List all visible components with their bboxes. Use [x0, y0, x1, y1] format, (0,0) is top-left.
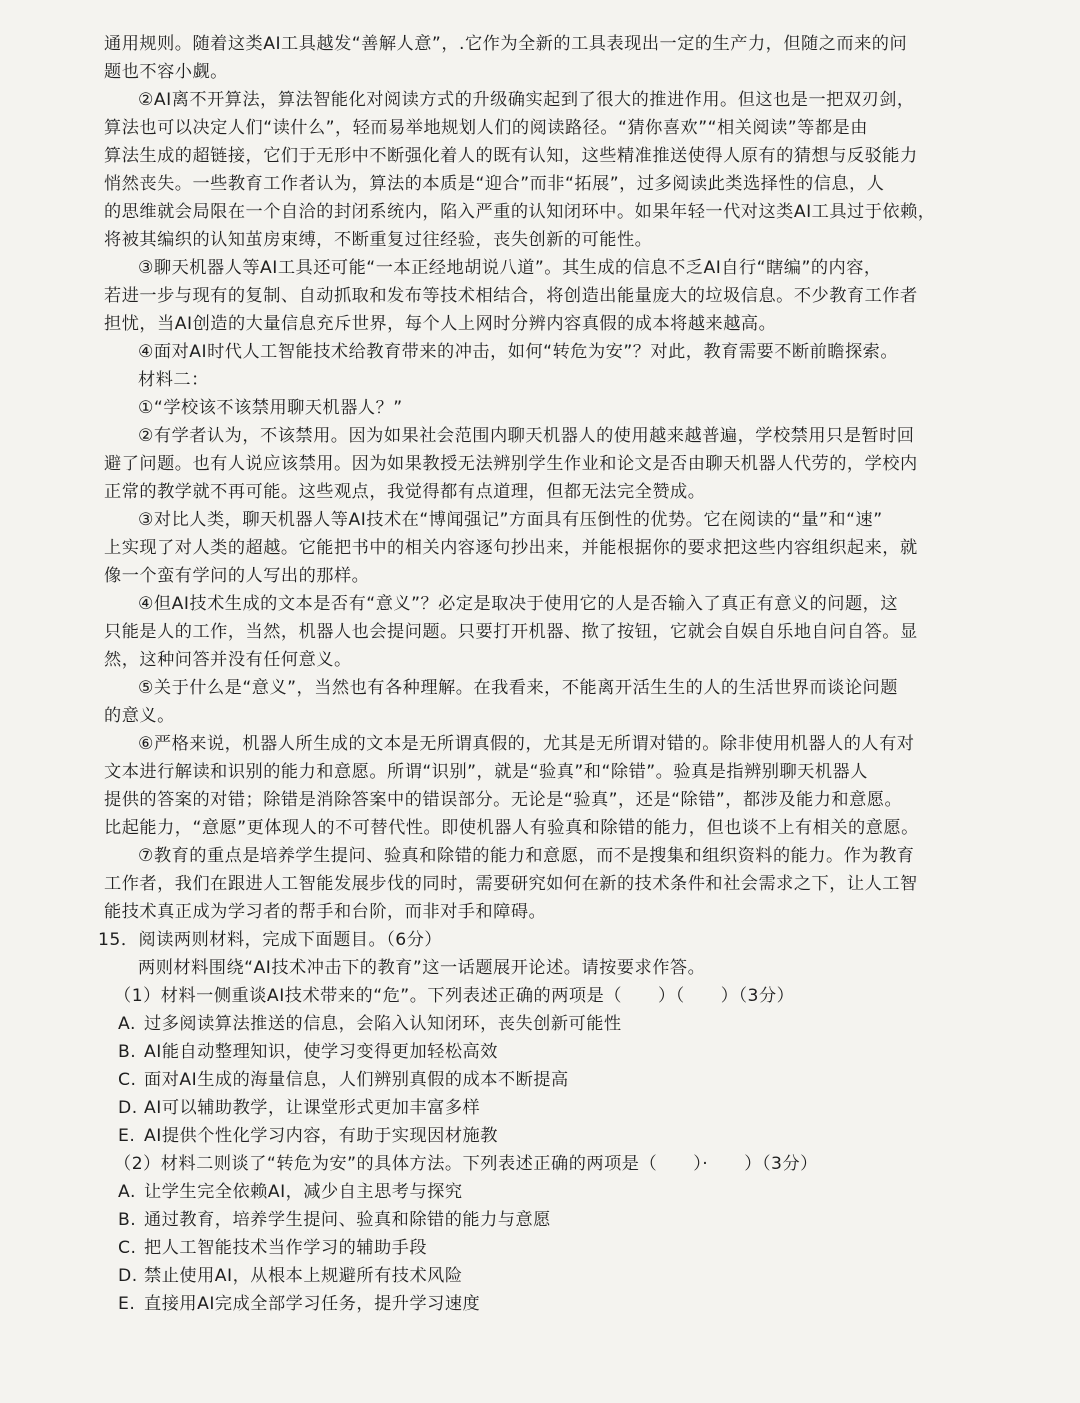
sub-question-2-mid: ）· — [693, 1154, 709, 1174]
sub-question-2 — [114, 1150, 982, 1178]
text-line: 算法生成的超链接，它们于无形中不断强化着人的既有认知，这些精准推送使得人原有的猜想与反驳能力 — [104, 146, 918, 166]
option-letter: B. — [118, 1042, 137, 1062]
text-line: ②AI离不开算法，算法智能化对阅读方式的升级确实起到了很大的推进作用。但这也是一把双刃剑， — [138, 90, 915, 110]
text-line: ①“学校该不该禁用聊天机器人？” — [138, 398, 403, 418]
text-line: ④但AI技术生成的文本是否有“意义”？必定是取决于使用它的人是否输入了真正有意义的问题，这 — [138, 594, 899, 614]
option-letter: E. — [118, 1294, 136, 1314]
text-line: 若进一步与现有的复制、自动抓取和发布等技术相结合，将创造出能量庞大的垃圾信息。不少教育工作者 — [104, 286, 918, 306]
option-text: 过多阅读算法推送的信息，会陷入认知闭环，丧失创新可能性 — [144, 1014, 622, 1034]
text-line: 的意义。 — [104, 706, 175, 726]
option-text: 通过教育，培养学生提问、验真和除错的能力与意愿 — [144, 1210, 551, 1230]
text-line: 题也不容小觑。 — [104, 62, 228, 82]
option-letter: C. — [118, 1070, 137, 1090]
option-e — [118, 1290, 982, 1318]
material-two-paragraph — [104, 422, 982, 506]
option-letter: D. — [118, 1266, 138, 1286]
text-line: 正常的教学就不再可能。这些观点，我觉得都有点道理，但都无法完全赞成。 — [104, 482, 706, 502]
text-line: 只能是人的工作，当然，机器人也会提问题。只要打开机器、揿了按钮，它就会自娱自乐地自问自答。显 — [104, 622, 918, 642]
text-line: 担忧，当AI创造的大量信息充斥世界，每个人上网时分辨内容真假的成本将越来越高。 — [104, 314, 777, 334]
text-line: ⑤关于什么是“意义”，当然也有各种理解。在我看来，不能离开活生生的人的生活世界而谈论问题 — [138, 678, 898, 698]
option-e — [118, 1122, 982, 1150]
sub-question-2-prompt: （2）材料二则谈了“转危为安”的具体方法。下列表述正确的两项是（ — [114, 1154, 658, 1174]
option-c — [118, 1234, 982, 1262]
material-two-paragraph — [104, 674, 982, 730]
text-line: ⑥严格来说，机器人所生成的文本是无所谓真假的，尤其是无所谓对错的。除非使用机器人的人有对 — [138, 734, 915, 754]
material-two — [104, 366, 982, 926]
option-a — [118, 1010, 982, 1038]
option-text: 直接用AI完成全部学习任务，提升学习速度 — [144, 1294, 481, 1314]
text-line: 能技术真正成为学习者的帮手和台阶，而非对手和障碍。 — [104, 902, 547, 922]
option-text: 禁止使用AI，从根本上规避所有技术风险 — [144, 1266, 463, 1286]
material-two-paragraph — [104, 506, 982, 590]
material-one-paragraph — [104, 254, 982, 338]
option-text: 把人工智能技术当作学习的辅助手段 — [144, 1238, 428, 1258]
option-letter: E. — [118, 1126, 136, 1146]
option-text: AI能自动整理知识，使学习变得更加轻松高效 — [144, 1042, 498, 1062]
text-line: ③对比人类，聊天机器人等AI技术在“博闻强记”方面具有压倒性的优势。它在阅读的“量”和“速” — [138, 510, 883, 530]
text-line: 然，这种问答并没有任何意义。 — [104, 650, 352, 670]
question-title: 15．阅读两则材料，完成下面题目。（6分） — [98, 930, 443, 950]
text-line: ③聊天机器人等AI工具还可能“一本正经地胡说八道”。其生成的信息不乏AI自行“瞎编”的内容， — [138, 258, 882, 278]
text-line: ②有学者认为，不该禁用。因为如果社会范围内聊天机器人的使用越来越普遍，学校禁用只是暂时回 — [138, 426, 915, 446]
option-text: AI提供个性化学习内容，有助于实现因材施教 — [144, 1126, 498, 1146]
option-letter: A. — [118, 1014, 136, 1034]
text-line: ⑦教育的重点是培养学生提问、验真和除错的能力和意愿，而不是搜集和组织资料的能力。作为教育 — [138, 846, 915, 866]
material-two-paragraph — [104, 394, 982, 422]
material-one-paragraph — [104, 30, 982, 86]
option-letter: D. — [118, 1098, 138, 1118]
text-line: 避了问题。也有人说应该禁用。因为如果教授无法辨别学生作业和论文是否由聊天机器人代劳的，学校内 — [104, 454, 918, 474]
option-text: 面对AI生成的海量信息，人们辨别真假的成本不断提高 — [144, 1070, 569, 1090]
text-line: 的思维就会局限在一个自洽的封闭系统内，陷入严重的认知闭环中。如果年轻一代对这类AI工具过于依赖， — [104, 202, 936, 222]
option-d — [118, 1094, 982, 1122]
question-15 — [98, 926, 982, 1318]
material-one — [104, 30, 982, 366]
text-line: 将被其编织的认知茧房束缚，不断重复过往经验，丧失创新的可能性。 — [104, 230, 653, 250]
text-line: 算法也可以决定人们“读什么”，轻而易举地规划人们的阅读路径。“猜你喜欢”“相关阅读”等都是由 — [104, 118, 868, 138]
text-line: 文本进行解读和识别的能力和意愿。所谓“识别”，就是“验真”和“除错”。验真是指辨别聊天机器人 — [104, 762, 868, 782]
material-two-paragraph — [104, 590, 982, 674]
option-b — [118, 1038, 982, 1066]
sub-question-1 — [114, 982, 982, 1010]
text-line: 工作者，我们在跟进人工智能发展步伐的同时，需要研究如何在新的技术条件和社会需求之下，让人工智 — [104, 874, 918, 894]
option-letter: B. — [118, 1210, 137, 1230]
option-a — [118, 1178, 982, 1206]
option-b — [118, 1206, 982, 1234]
question-intro: 两则材料围绕“AI技术冲击下的教育”这一话题展开论述。请按要求作答。 — [138, 958, 706, 978]
sub-question-1-end: ）（3分） — [720, 986, 795, 1006]
option-letter: C. — [118, 1238, 137, 1258]
material-one-paragraph — [104, 86, 982, 254]
sub-question-2-end: ）（3分） — [744, 1154, 818, 1174]
option-d — [118, 1262, 982, 1290]
sub-question-1-prompt: （1）材料一侧重谈AI技术带来的“危”。下列表述正确的两项是（ — [114, 986, 622, 1006]
text-line: 提供的答案的对错；除错是消除答案中的错误部分。无论是“验真”，还是“除错”，都涉及能力和意愿。 — [104, 790, 903, 810]
option-c — [118, 1066, 982, 1094]
material-two-heading: 材料二： — [138, 370, 209, 390]
option-text: 让学生完全依赖AI，减少自主思考与探究 — [144, 1182, 463, 1202]
material-two-paragraph — [104, 730, 982, 842]
material-two-paragraph — [104, 842, 982, 926]
sub-question-1-mid: ）（ — [657, 986, 685, 1006]
text-line: 通用规则。随着这类AI工具越发“善解人意”，.它作为全新的工具表现出一定的生产力，但随之而来的问 — [104, 34, 908, 54]
option-text: AI可以辅助教学，让课堂形式更加丰富多样 — [144, 1098, 481, 1118]
text-line: ④面对AI时代人工智能技术给教育带来的冲击，如何“转危为安”？对此，教育需要不断前瞻探索。 — [138, 342, 899, 362]
text-line: 悄然丧失。一些教育工作者认为，算法的本质是“迎合”而非“拓展”，过多阅读此类选择性的信息，人 — [104, 174, 885, 194]
text-line: 像一个蛮有学问的人写出的那样。 — [104, 566, 370, 586]
text-line: 比起能力，“意愿”更体现人的不可替代性。即使机器人有验真和除错的能力，但也谈不上有相关的意愿。 — [104, 818, 919, 838]
material-one-paragraph — [104, 338, 982, 366]
option-letter: A. — [118, 1182, 136, 1202]
text-line: 上实现了对人类的超越。它能把书中的相关内容逐句抄出来，并能根据你的要求把这些内容组织起来，就 — [104, 538, 918, 558]
